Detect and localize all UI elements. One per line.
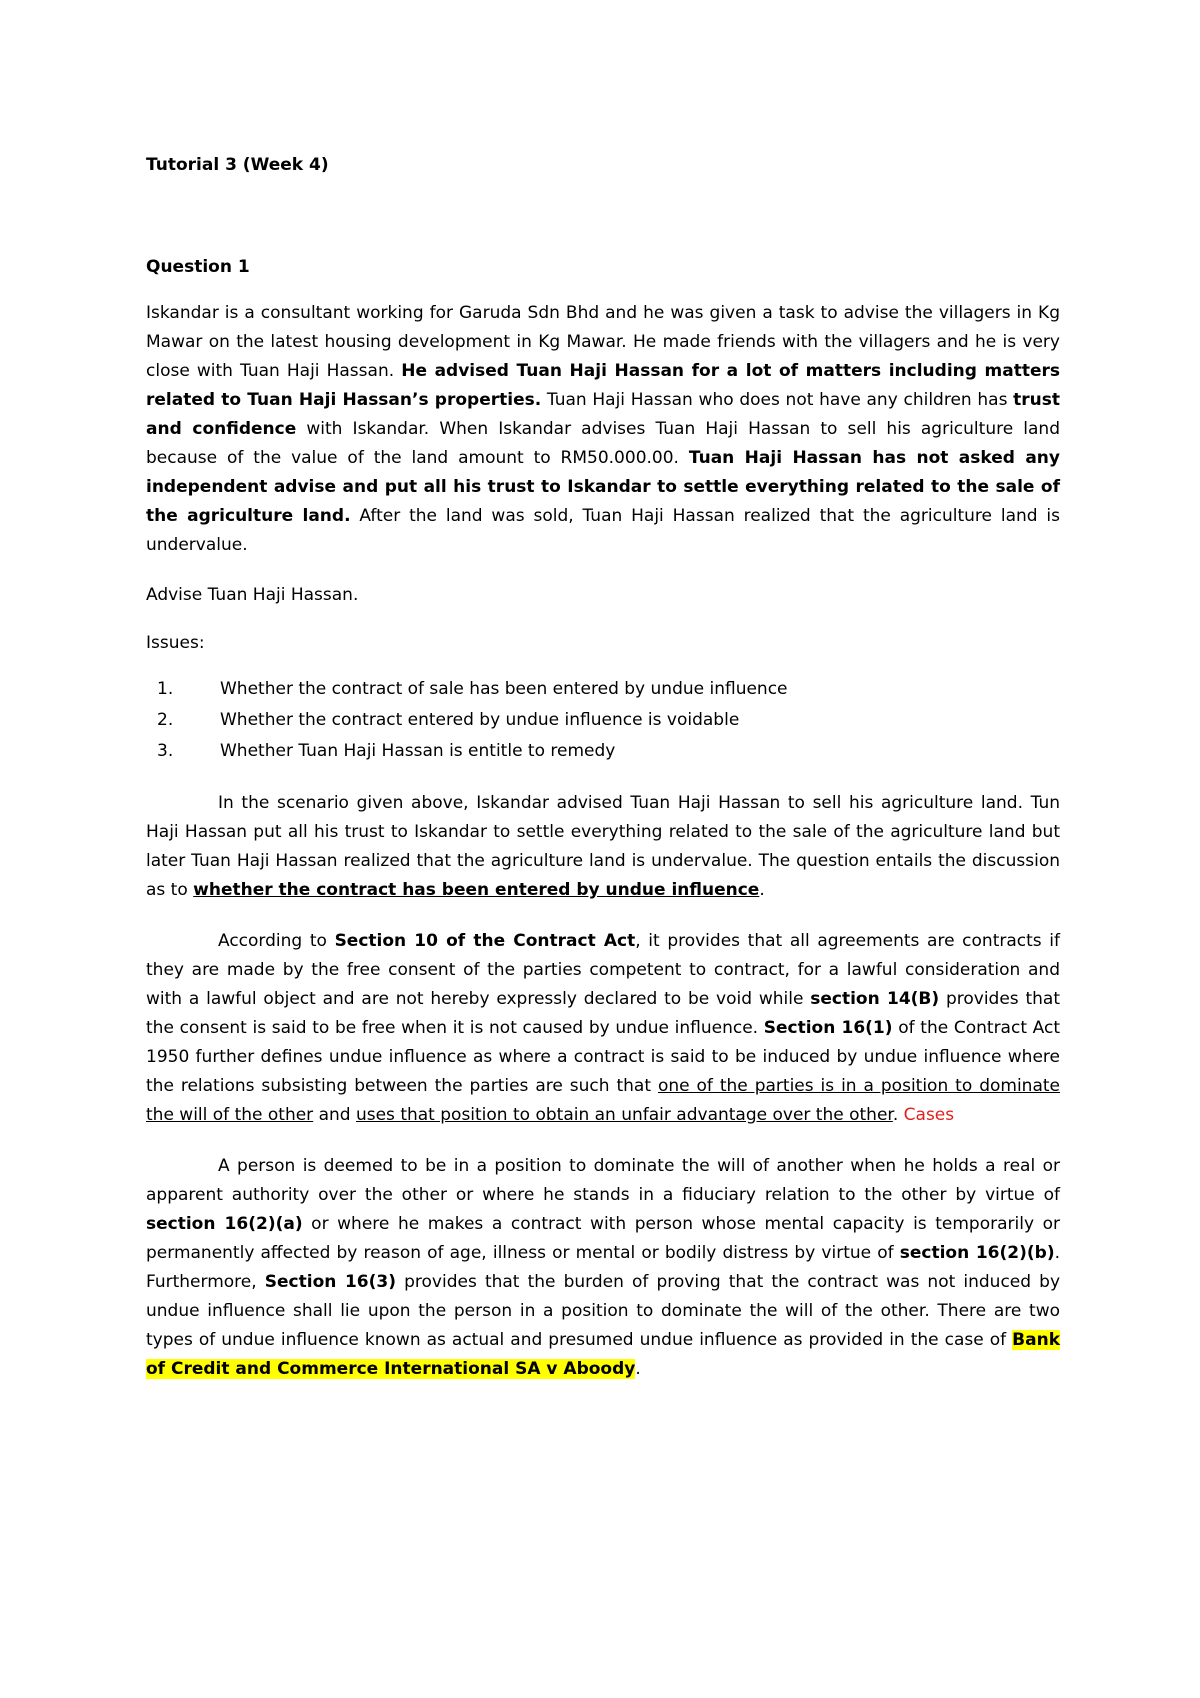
text-run: . (892, 1105, 904, 1125)
text-run: . Furthermore, (146, 1243, 1060, 1292)
text-run: A person is deemed to be in a position to dominate the will of another when he holds a real or apparent authority over the other or where he stands in a fiduciary relation to the other by virtue of (146, 1156, 1060, 1205)
text-run: . (635, 1359, 641, 1379)
list-item (146, 705, 1060, 736)
bold-run: trust and confidence (146, 390, 1060, 439)
bold-run: Section 16(3) (264, 1272, 397, 1292)
text-run: or where he makes a contract with person whose mental capacity is temporarily or permanently affected by reason of age, illness or mental or bodily distress by virtue of (146, 1214, 1060, 1263)
text-run: and (313, 1105, 356, 1125)
highlighted-case-name: Bank of Credit and Commerce International SA v Aboody (146, 1330, 1060, 1379)
list-item (146, 736, 1060, 767)
text-run: In the scenario given above, Iskandar advised Tuan Haji Hassan to sell his agriculture land. Tun Haji Hassan put all his trust to Iskandar to settle everything related to the sale of the agriculture land but later Tuan Haji Hassan realized that the agriculture land is undervalue. The question entails the discussion as to (146, 793, 1060, 900)
advise-line: Advise Tuan Haji Hassan. (146, 585, 359, 605)
list-number: 2. (157, 710, 174, 730)
underlined-run: uses that position to obtain an unfair advantage over the other (355, 1105, 893, 1125)
issues-list (146, 674, 1060, 767)
list-text: Whether the contract of sale has been entered by undue influence (220, 679, 788, 699)
text-run: Iskandar is a consultant working for Garuda Sdn Bhd and he was given a task to advise the villagers in Kg Mawar on the latest housing development in Kg Mawar. He made friends with the villagers and he is very close with Tuan Haji Hassan. (146, 303, 1060, 381)
scenario-paragraph (146, 789, 1060, 905)
bold-run: Section 10 of the Contract Act (334, 931, 636, 951)
bold-run: Section 16(1) (763, 1018, 893, 1038)
issues-label: Issues: (146, 633, 205, 653)
text-run: provides that the consent is said to be free when it is not caused by undue influence. (146, 989, 1060, 1038)
dominate-will-paragraph (146, 1152, 1060, 1384)
list-text: Whether Tuan Haji Hassan is entitle to remedy (220, 741, 616, 761)
document-title: Tutorial 3 (Week 4) (146, 155, 329, 175)
cases-red-note: Cases (903, 1105, 955, 1125)
bold-run: He advised Tuan Haji Hassan for a lot of matters including matters related to Tuan Haji Hassan’s properties. (146, 361, 1060, 410)
text-run: , it provides that all agreements are contracts if they are made by the free consent of the parties competent to contract, for a lawful consideration and with a lawful object and are not hereby expressly declared to be void while (146, 931, 1060, 1009)
bold-underlined-run: whether the contract has been entered by undue influence (193, 880, 760, 900)
question-text (146, 299, 1060, 560)
list-item (146, 674, 1060, 705)
underlined-run: one of the parties is in a position to dominate the will of the other (146, 1076, 1060, 1125)
section10-paragraph (146, 927, 1060, 1130)
text-run: After the land was sold, Tuan Haji Hassan realized that the agriculture land is undervalue. (146, 506, 1061, 555)
text-run: . (759, 880, 765, 900)
text-run: provides that the burden of proving that the contract was not induced by undue influence shall lie upon the person in a position to dominate the will of the other. There are two types of undue influence known as actual and presumed undue influence as provided in the case of (146, 1272, 1061, 1350)
bold-run: section 16(2)(b) (899, 1243, 1055, 1263)
text-run: with Iskandar. When Iskandar advises Tuan Haji Hassan to sell his agriculture land because of the value of the land amount to RM50.000.00. (146, 419, 1060, 468)
list-text: Whether the contract entered by undue influence is voidable (220, 710, 740, 730)
question-heading: Question 1 (146, 257, 250, 277)
underlined-issue (193, 880, 759, 900)
list-number: 3. (157, 741, 174, 761)
text-run: of the Contract Act 1950 further defines undue influence as where a contract is said to be induced by undue influence where the relations subsisting between the parties are such that (146, 1018, 1061, 1096)
text-run: According to (218, 931, 335, 951)
bold-run: section 14(B) (810, 989, 940, 1009)
text-run: Tuan Haji Hassan who does not have any children has (541, 390, 1014, 410)
bold-run: section 16(2)(a) (146, 1214, 303, 1234)
list-number: 1. (157, 679, 174, 699)
bold-run: Tuan Haji Hassan has not asked any independent advise and put all his trust to Iskandar to settle everything related to the sale of the agriculture land. (146, 448, 1060, 526)
